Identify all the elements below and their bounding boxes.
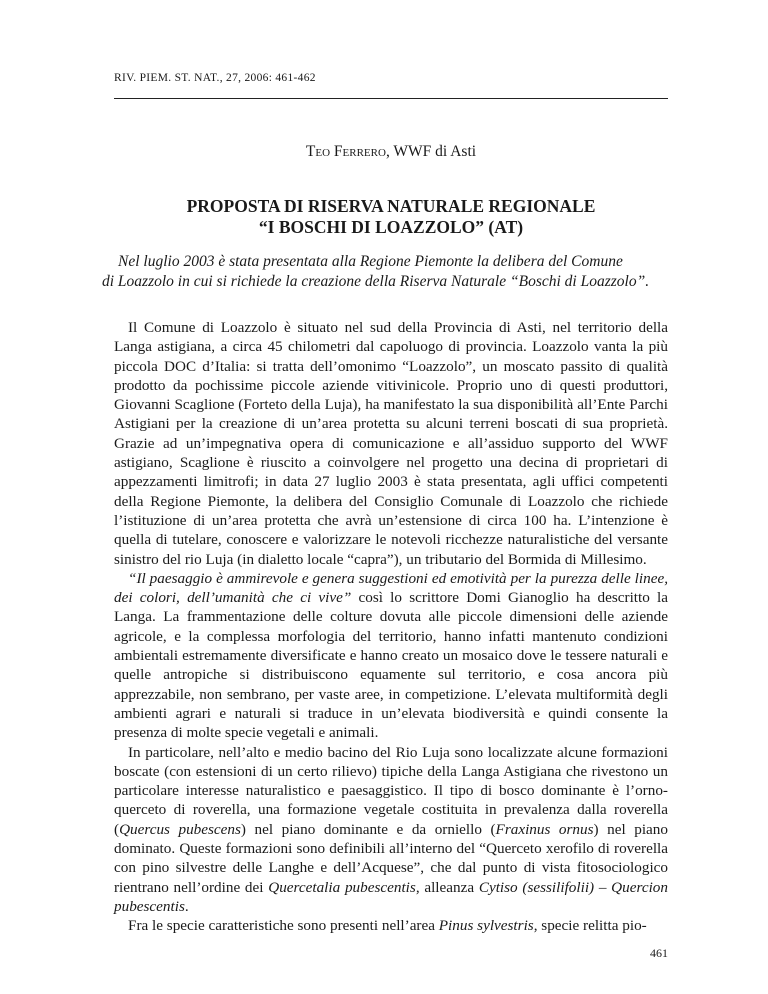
paragraph-3-text-e: . — [184, 897, 189, 915]
article-title — [114, 196, 668, 238]
paragraph-2-text: così lo scrittore Domi Gianoglio ha descritto la Langa. La frammentazione delle colture dovuta alle piccole dimensioni delle aziende agricole, e la complessa morfologia del territorio, hanno infatti mantenuto condizioni ambientali estremamente diversificate e hanno creato un mosaico dove le tessere naturali e quelle antropiche si distribuiscono equamente sul territorio, e cosa ancora più apprezzabile, non sembrano, per vaste aree, in competizione. L’elevata multiformità degli ambienti agrari e naturali si traduce in un’elevata biodiversità e quindi consente la presenza di molte specie vegetali e animali. — [114, 589, 669, 742]
title-line-1: PROPOSTA DI RISERVA NATURALE REGIONALE — [186, 196, 596, 216]
paragraph-1: Il Comune di Loazzolo è situato nel sud della Provincia di Asti, nel territorio della Langa astigiana, a circa 45 chilometri dal capoluogo di provincia. Loazzolo vanta la più piccola DOC d’Italia: si tratta dell’omonimo “Loazzolo”, un moscato passito di qualità prodotto da pochissime piccole aziende vitivinicole. Proprio uno di questi produttori, Giovanni Scaglione (Forteto della Luja), ha manifestato la sua disponibilità all’Ente Parchi Astigiani per la creazione di un’area protetta su alcuni terreni boscati di sua proprietà. Grazie ad un’impegnativa opera di comunicazione e all’assiduo supporto del WWF astigiano, Scaglione è riuscito a coinvolgere nel progetto una decina di proprietari di appezzamenti limitrofi; in data 27 luglio 2003 è stata presentata, agli uffici competenti della Regione Piemonte, la delibera del Consiglio Comunale di Loazzolo che richiede l’istituzione di un’area protetta che avrà un’estensione di circa 100 ha. L’intenzione è quella di tutelare, conoscere e valorizzare le notevoli ricchezze naturalistiche del versante sinistro del rio Luja (in dialetto locale “capra”), un tributario del Bormida di Millesimo. — [114, 319, 668, 568]
header-rule — [114, 98, 668, 99]
paragraph-2 — [114, 569, 668, 743]
article-body — [114, 318, 668, 936]
paragraph-2-quote: “Il paesaggio è ammirevole e genera suggestioni ed emotività per la purezza delle linee, dei colori, dell’umanità che ci vive” — [114, 569, 668, 607]
species-name: Quercus pubescens — [119, 820, 241, 838]
paragraph-3-text-b: ) nel piano dominante e da orniello ( — [240, 820, 496, 838]
paragraph-3-text-a: In particolare, nell’alto e medio bacino del Rio Luja sono localizzate alcune formazioni boscate (con estensioni di un certo rilievo) tipiche della Langa Astigiana che rivestono un particolare interesse naturalistico e paesaggistico. Il tipo di bosco dominante è l’orno-querceto di roverella, una formazione vegetale costituita in prevalenza dalla roverella ( — [114, 743, 668, 838]
author-affiliation: , WWF di Asti — [385, 143, 477, 160]
species-name: Pinus sylvestris — [438, 917, 534, 935]
syntaxon-name: Quercetalia pubescentis — [268, 878, 416, 896]
page-number: 461 — [650, 946, 668, 960]
title-line-2: “I BOSCHI DI LOAZZOLO” (AT) — [258, 217, 524, 237]
paragraph-3-text-d: , alleanza — [415, 878, 479, 896]
author-name: Teo Ferrero — [305, 143, 386, 160]
author-line — [114, 143, 668, 161]
abstract-line-1: Nel luglio 2003 è stata presentata alla Regione Piemonte la delibera del Comune — [118, 253, 623, 270]
syntaxon-name: Cytiso (sessilifolii) – Quercion pubescentis — [114, 878, 668, 915]
paragraph-3 — [114, 743, 668, 917]
journal-reference: RIV. PIEM. ST. NAT., 27, 2006: 461-462 — [114, 72, 316, 84]
species-name: Fraxinus ornus — [495, 820, 594, 838]
paragraph-3-text-c: ) nel piano dominato. Queste formazioni sono definibili all’interno del “Querceto xerofilo di roverella con pino silvestre delle Langhe e dell’Acquese”, che dal punto di vista fitosociologico rientrano nell’ordine dei — [114, 820, 668, 896]
abstract — [102, 252, 676, 292]
paragraph-4 — [114, 916, 668, 935]
paragraph-4-text-a: Fra le specie caratteristiche sono presenti nell’area — [128, 917, 439, 935]
paragraph-4-text-b: , specie relitta pio- — [533, 917, 647, 935]
abstract-line-2: di Loazzolo in cui si richiede la creazione della Riserva Naturale “Boschi di Loazzolo”. — [102, 273, 650, 290]
